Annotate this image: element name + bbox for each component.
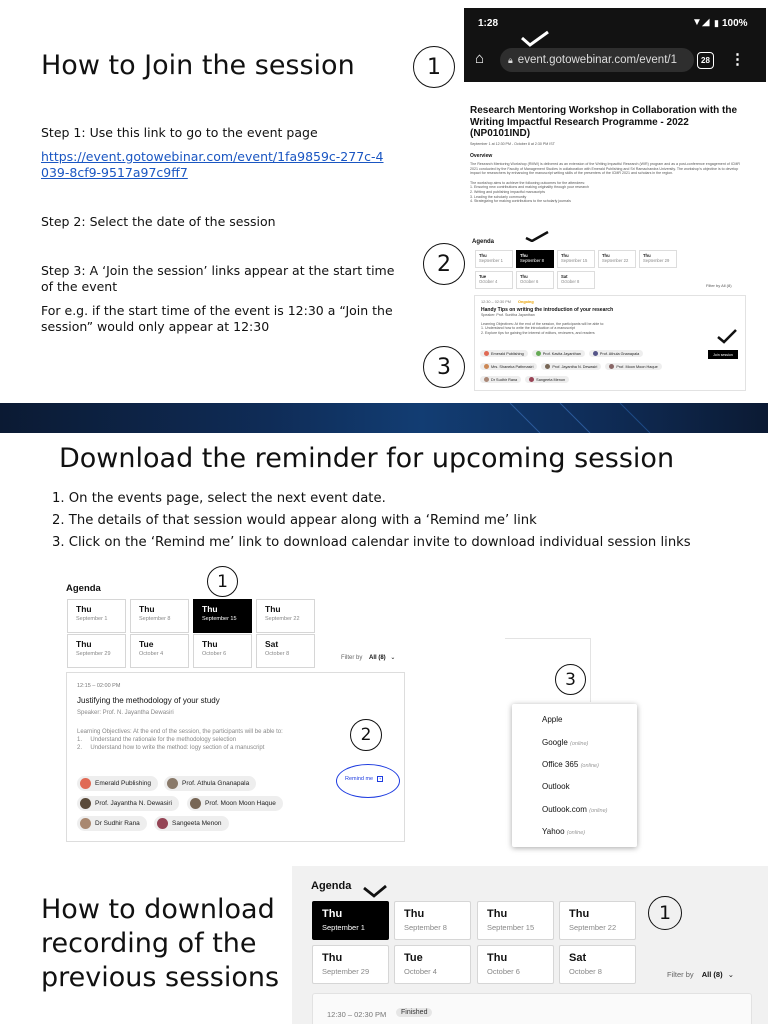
date-card-7[interactable] <box>477 945 554 984</box>
avatar <box>529 377 534 382</box>
mini-speaker-row-3 <box>480 376 573 383</box>
speaker-chip <box>525 376 569 383</box>
finished-badge: Finished <box>396 1008 432 1017</box>
chevron-down-icon: ⌄ <box>727 970 734 979</box>
mini-date-6[interactable] <box>475 271 513 289</box>
date-day: Thu <box>404 908 425 920</box>
speaker-chip <box>187 796 283 811</box>
speaker-chip <box>77 816 147 831</box>
date-card-5[interactable] <box>67 634 126 668</box>
date-card-1[interactable] <box>312 901 389 940</box>
mini-date-label: October 4 <box>479 279 498 284</box>
chevron-down-icon: ⌄ <box>390 655 396 661</box>
mini-date-day: Thu <box>520 253 528 258</box>
speaker-name: Prof. Athula Gnanapala <box>182 780 250 787</box>
speaker-name: Sangeeta Menon <box>536 377 566 382</box>
date-day: Thu <box>487 908 508 920</box>
example-text: For e.g. if the start time of the event is 12:30 a “Join the session” would only appear at 12:30 <box>41 303 393 334</box>
speaker-chip <box>605 363 661 370</box>
date-card-2[interactable] <box>394 901 471 940</box>
date-label: October 8 <box>265 651 290 657</box>
calendar-option-name: Outlook <box>542 782 570 791</box>
checkmark-icon <box>362 884 388 898</box>
speaker-name: Sangeeta Menon <box>172 820 222 827</box>
marker-3: 3 <box>423 346 465 388</box>
home-icon[interactable]: ⌂ <box>475 50 485 67</box>
avatar <box>167 778 178 789</box>
calendar-option-note: (online) <box>570 741 589 747</box>
mini-session-time: 12:30 – 02:30 PM <box>481 300 511 304</box>
avatar <box>157 818 168 829</box>
avatar <box>80 778 91 789</box>
mini-agenda-heading: Agenda <box>472 239 495 245</box>
calendar-option-office365[interactable] <box>542 760 599 769</box>
mini-date-label: September 15 <box>561 258 588 263</box>
phone-browser-bar <box>464 8 766 82</box>
avatar <box>536 351 541 356</box>
mini-session-point-1: 1. Understand how to write the introduction of a manuscript <box>481 326 575 331</box>
date-card-8[interactable] <box>256 634 315 668</box>
speaker-name: Emerald Publishing <box>491 351 524 356</box>
speaker-name: Emerald Publishing <box>95 780 152 787</box>
battery-level: 100% <box>722 18 748 29</box>
mini-session-point-2: 2. Explore tips for gaining the interest of editors, reviewers, and readers <box>481 330 595 335</box>
session-point-2: 2. Understand how to write the method: logy section of a manuscript <box>77 745 265 751</box>
mini-date-day: Thu <box>643 253 651 258</box>
more-menu-icon[interactable]: ⋮ <box>730 51 745 68</box>
date-label: September 22 <box>265 616 300 622</box>
calendar-option-name: Apple <box>542 715 563 724</box>
date-day: Sat <box>569 952 587 964</box>
mini-date-label: October 8 <box>561 279 580 284</box>
marker-2: 2 <box>423 243 465 285</box>
date-card-3[interactable] <box>477 901 554 940</box>
speaker-name: Prof. Moon Moon Haque <box>616 364 658 369</box>
url-text: event.gotowebinar.com/event/1 <box>517 54 677 66</box>
speaker-chip <box>532 350 585 357</box>
date-day: Thu <box>76 604 92 614</box>
section-divider-banner <box>0 403 768 433</box>
date-label: September 8 <box>139 616 171 622</box>
speaker-chip <box>480 376 521 383</box>
date-day: Thu <box>487 952 508 964</box>
date-day: Thu <box>322 952 343 964</box>
mini-session-title: Handy Tips on writing the introduction of your research <box>481 307 614 313</box>
mini-session-desc: Learning Objectives: At the end of the session, the participants will be able to: <box>481 321 605 326</box>
date-day: Thu <box>202 604 218 614</box>
agenda3-heading: Agenda <box>311 880 352 892</box>
mini-date-day: Sat <box>561 274 568 279</box>
ongoing-badge: Ongoing <box>518 300 534 304</box>
remind-me-link[interactable] <box>345 776 383 782</box>
section2-title: Download the reminder for upcoming session <box>59 443 675 474</box>
session-speaker: Speaker: Prof. N. Jayantha Dewasiri <box>77 710 174 716</box>
date-day: Tue <box>404 952 423 964</box>
step3-text: Step 3: A ‘Join the session’ links appear at the start time of the event <box>41 263 395 294</box>
filter-value: All (8) <box>701 970 723 979</box>
calendar-option-google[interactable] <box>542 738 588 747</box>
session-card <box>312 993 752 1024</box>
avatar <box>545 364 550 369</box>
mini-date-label: September 8 <box>520 258 544 263</box>
mini-date-day: Thu <box>479 253 487 258</box>
calendar-option-name: Google <box>542 738 568 747</box>
speaker-chip <box>77 776 158 791</box>
date-day: Thu <box>139 604 155 614</box>
calendar-menu <box>512 704 637 847</box>
clock: 1:28 <box>478 18 499 29</box>
mini-date-day: Thu <box>602 253 610 258</box>
reminder-step-2: 2. The details of that session would appear along with a ‘Remind me’ link <box>52 513 537 528</box>
mini-date-day: Thu <box>520 274 528 279</box>
outcome-3: 3. Leading the scholarly community <box>470 194 527 199</box>
avatar <box>484 351 489 356</box>
date-card-7[interactable] <box>193 634 252 668</box>
wifi-icon: ▼◢ <box>692 17 710 28</box>
date-label: September 29 <box>76 651 111 657</box>
banner-decoration <box>0 403 768 433</box>
filter-label: Filter by <box>341 655 363 661</box>
outcome-4: 4. Strategizing for making contributions to the scholarly journals <box>470 199 571 204</box>
avatar <box>593 351 598 356</box>
join-session-button[interactable]: Join session <box>708 350 738 359</box>
date-label: October 4 <box>139 651 164 657</box>
date-label: October 8 <box>569 967 602 976</box>
speaker-chip <box>589 350 643 357</box>
date-card-3[interactable] <box>193 599 252 633</box>
session-card <box>66 672 405 842</box>
speaker-name: Prof. Athula Gnanapala <box>599 351 640 356</box>
date-day: Tue <box>139 639 154 649</box>
url-bar[interactable] <box>500 48 694 72</box>
date-label: September 29 <box>322 967 370 976</box>
outcome-1: 1. Ensuring new contributions and making originality through your research <box>470 185 590 190</box>
mini-date-3[interactable] <box>557 250 595 268</box>
speaker-name: Prof. Kavita Jayanthan <box>542 351 581 356</box>
speaker-name: Prof. Moon Moon Haque <box>205 800 276 807</box>
speaker-chip <box>154 816 229 831</box>
marker-1: 1 <box>648 896 682 930</box>
avatar <box>484 377 489 382</box>
battery-icon: ▮ <box>714 18 719 28</box>
speaker-name: Prof. Jayantha N. Dewasiri <box>95 800 172 807</box>
remind-me-label: Remind me <box>345 776 374 782</box>
marker-2: 2 <box>350 719 382 751</box>
filter-value: All (8) <box>369 655 386 661</box>
speaker-name: Dr Sudhir Rana <box>95 820 140 827</box>
reminder-steps <box>52 488 691 554</box>
speaker-name: Prof. Jayantha N. Dewasiri <box>552 364 598 369</box>
mini-date-day: Thu <box>561 253 569 258</box>
overview-heading: Overview <box>470 153 493 160</box>
mini-speaker-row-2 <box>480 363 666 370</box>
mini-date-8[interactable] <box>557 271 595 289</box>
mini-filter[interactable]: Filter by All (8) <box>706 283 732 288</box>
date-label: September 15 <box>202 616 237 622</box>
calendar-option-note: (online) <box>580 763 599 769</box>
mini-date-label: September 1 <box>479 258 503 263</box>
date-label: October 6 <box>202 651 227 657</box>
avatar <box>609 364 614 369</box>
date-label: September 8 <box>404 923 447 932</box>
checkmark-icon <box>716 328 738 344</box>
reminder-step-3: 3. Click on the ‘Remind me’ link to download calendar invite to download individual session links <box>52 535 691 550</box>
calendar-option-outlookcom[interactable] <box>542 805 607 814</box>
step1-text: Step 1: Use this link to go to the event page <box>41 125 318 140</box>
mini-date-2[interactable] <box>516 250 554 268</box>
filter-dropdown[interactable] <box>667 970 734 979</box>
date-day: Thu <box>76 639 92 649</box>
date-card-1[interactable] <box>67 599 126 633</box>
step2-text: Step 2: Select the date of the session <box>41 214 276 229</box>
date-card-5[interactable] <box>312 945 389 984</box>
filter-dropdown[interactable] <box>341 654 395 661</box>
reminder-step-1: 1. On the events page, select the next event date. <box>52 491 386 506</box>
date-card-4[interactable] <box>559 901 636 940</box>
date-card-4[interactable] <box>256 599 315 633</box>
calendar-option-name: Outlook.com <box>542 805 587 814</box>
date-day: Thu <box>265 604 281 614</box>
calendar-option-outlook[interactable] <box>542 782 570 791</box>
date-day: Sat <box>265 639 279 649</box>
calendar-option-name: Office 365 <box>542 760 579 769</box>
date-label: September 15 <box>487 923 535 932</box>
checkmark-icon <box>520 30 550 48</box>
date-label: October 6 <box>487 967 520 976</box>
date-label: September 1 <box>76 616 108 622</box>
mini-date-7[interactable] <box>516 271 554 289</box>
mini-speaker-row-1 <box>480 350 647 357</box>
tabs-count[interactable]: 28 <box>697 52 714 69</box>
mini-date-1[interactable] <box>475 250 513 268</box>
session-title: Justifying the methodology of your study <box>77 696 220 705</box>
mini-date-day: Tue <box>479 274 487 279</box>
event-title: Research Mentoring Workshop in Collaboration with the Writing Impactful Research Programme - 2022 (NP0101IND) <box>470 105 738 139</box>
download-icon: + <box>378 776 382 781</box>
section3-title: How to download recording of the previous sessions <box>41 894 280 993</box>
date-day: Thu <box>202 639 218 649</box>
mini-date-label: September 22 <box>602 258 629 263</box>
marker-1: 1 <box>413 46 455 88</box>
speaker-name: Dr Sudhir Rana <box>491 377 518 382</box>
speaker-chip <box>541 363 601 370</box>
calendar-option-name: Yahoo <box>542 827 565 836</box>
speaker-name: Mrs. Shaneka Pathmasiri <box>491 364 534 369</box>
avatar <box>80 818 91 829</box>
mini-session-speaker: Speaker: Prof. Sunitha Jayanthan <box>481 313 535 317</box>
event-link[interactable]: https://event.gotowebinar.com/event/1fa9859c-277c-4039-8cf9-9517a97c9ff7 <box>41 149 384 180</box>
session-time: 12:30 – 02:30 PM <box>327 1010 387 1019</box>
avatar <box>190 798 201 809</box>
calendar-option-yahoo[interactable] <box>542 827 585 836</box>
mini-date-label: October 6 <box>520 279 539 284</box>
checkmark-icon <box>524 230 550 242</box>
date-card-6[interactable] <box>130 634 189 668</box>
session-point-1: 1. Understand the rationale for the methodology selection <box>77 737 237 743</box>
outcome-2: 2. Writing and publishing impactful manuscripts <box>470 190 546 195</box>
outcomes-intro: The workshop aims to achieve the following outcomes for the attendees: <box>470 180 586 185</box>
speaker-chip <box>164 776 256 791</box>
avatar <box>484 364 489 369</box>
event-dates: September 1 at 12:30 PM - October 8 at 2:30 PM IST <box>470 141 555 146</box>
date-day: Thu <box>322 908 343 920</box>
calendar-option-apple[interactable] <box>542 715 562 724</box>
mini-date-5[interactable] <box>639 250 677 268</box>
date-label: September 1 <box>322 923 365 932</box>
mini-date-label: September 29 <box>643 258 670 263</box>
speaker-chip <box>480 363 537 370</box>
date-card-8[interactable] <box>559 945 636 984</box>
section1-title: How to Join the session <box>41 50 355 81</box>
filter-label: Filter by <box>667 970 694 979</box>
date-day: Thu <box>569 908 590 920</box>
agenda2-heading: Agenda <box>66 583 101 594</box>
date-label: October 4 <box>404 967 437 976</box>
calendar-option-note: (online) <box>566 830 586 836</box>
calendar-option-note: (online) <box>589 808 608 814</box>
speaker-chip <box>480 350 528 357</box>
marker-1: 1 <box>207 566 238 597</box>
date-label: September 22 <box>569 923 617 932</box>
lock-icon: 🔒︎ <box>508 54 513 65</box>
date-card-6[interactable] <box>394 945 471 984</box>
session-time: 12:15 – 02:00 PM <box>77 683 121 689</box>
overview-text: The Research Mentoring Workshop (RMW) is delivered as an extension of the Writing Impactful Research (WIR) program and as a post-conference engagement of ICMR 2021 conducted by the Faculty of Management Studies in collaboration with Emerald Publishing and Sri Ramachandra University. The workshop's objective is to develop impact for researchers by enhancing the manuscript writing skills of the presenters of the ICMR 2021 and scholars in the region. <box>470 162 740 176</box>
marker-3: 3 <box>555 664 586 695</box>
speaker-chip <box>77 796 179 811</box>
date-card-2[interactable] <box>130 599 189 633</box>
session-desc: Learning Objectives: At the end of the session, the participants will be able to: <box>77 729 283 735</box>
avatar <box>80 798 91 809</box>
mini-date-4[interactable] <box>598 250 636 268</box>
